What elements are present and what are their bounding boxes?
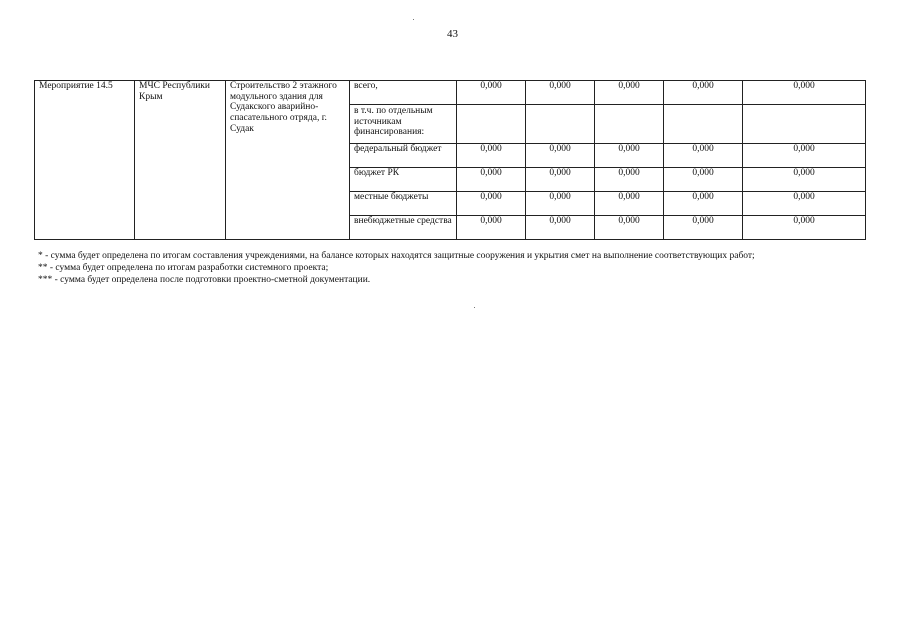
- footnotes: [38, 250, 888, 286]
- value-cell: 0,000: [457, 216, 526, 240]
- table-row: [35, 81, 866, 105]
- value-cell: [595, 105, 664, 144]
- funding-label: в т.ч. по отдельным источникам финансирования:: [350, 105, 457, 144]
- value-cell: 0,000: [664, 144, 743, 168]
- funding-label: внебюджетные средства: [350, 216, 457, 240]
- value-cell: 0,000: [595, 168, 664, 192]
- value-cell: [457, 105, 526, 144]
- value-cell: 0,000: [664, 168, 743, 192]
- value-cell: 0,000: [457, 168, 526, 192]
- value-cell: 0,000: [595, 192, 664, 216]
- budget-table: [34, 80, 866, 240]
- value-cell: 0,000: [526, 81, 595, 105]
- value-cell: 0,000: [595, 216, 664, 240]
- value-cell: 0,000: [595, 144, 664, 168]
- activity-cell: Мероприятие 14.5: [35, 81, 135, 240]
- page-number: 43: [447, 28, 458, 40]
- value-cell: 0,000: [664, 81, 743, 105]
- value-cell: 0,000: [457, 192, 526, 216]
- footnote: ** - сумма будет определена по итогам разработки системного проекта;: [38, 263, 329, 273]
- description-cell: Строительство 2 этажного модульного здания для Судакского аварийно-спасательного отряда, г. Судак: [226, 81, 350, 240]
- scan-speck: [474, 307, 475, 308]
- value-cell: 0,000: [595, 81, 664, 105]
- value-cell: 0,000: [457, 81, 526, 105]
- value-cell: 0,000: [664, 192, 743, 216]
- scan-speck: [413, 19, 414, 20]
- executor-cell: МЧС Республики Крым: [135, 81, 226, 240]
- funding-label: всего,: [350, 81, 457, 105]
- value-cell: 0,000: [743, 216, 866, 240]
- value-cell: [664, 105, 743, 144]
- value-cell: [526, 105, 595, 144]
- value-cell: 0,000: [743, 81, 866, 105]
- value-cell: 0,000: [664, 216, 743, 240]
- value-cell: 0,000: [526, 168, 595, 192]
- funding-label: бюджет РК: [350, 168, 457, 192]
- footnote: * - сумма будет определена по итогам составления учреждениями, на балансе которых находятся защитные сооружения и укрытия смет на выполнение соответствующих работ;: [38, 251, 755, 261]
- value-cell: [743, 105, 866, 144]
- value-cell: 0,000: [526, 144, 595, 168]
- value-cell: 0,000: [526, 216, 595, 240]
- funding-label: местные бюджеты: [350, 192, 457, 216]
- footnote: *** - сумма будет определена после подготовки проектно-сметной документации.: [38, 275, 371, 285]
- value-cell: 0,000: [457, 144, 526, 168]
- value-cell: 0,000: [743, 192, 866, 216]
- value-cell: 0,000: [526, 192, 595, 216]
- funding-label: федеральный бюджет: [350, 144, 457, 168]
- value-cell: 0,000: [743, 168, 866, 192]
- value-cell: 0,000: [743, 144, 866, 168]
